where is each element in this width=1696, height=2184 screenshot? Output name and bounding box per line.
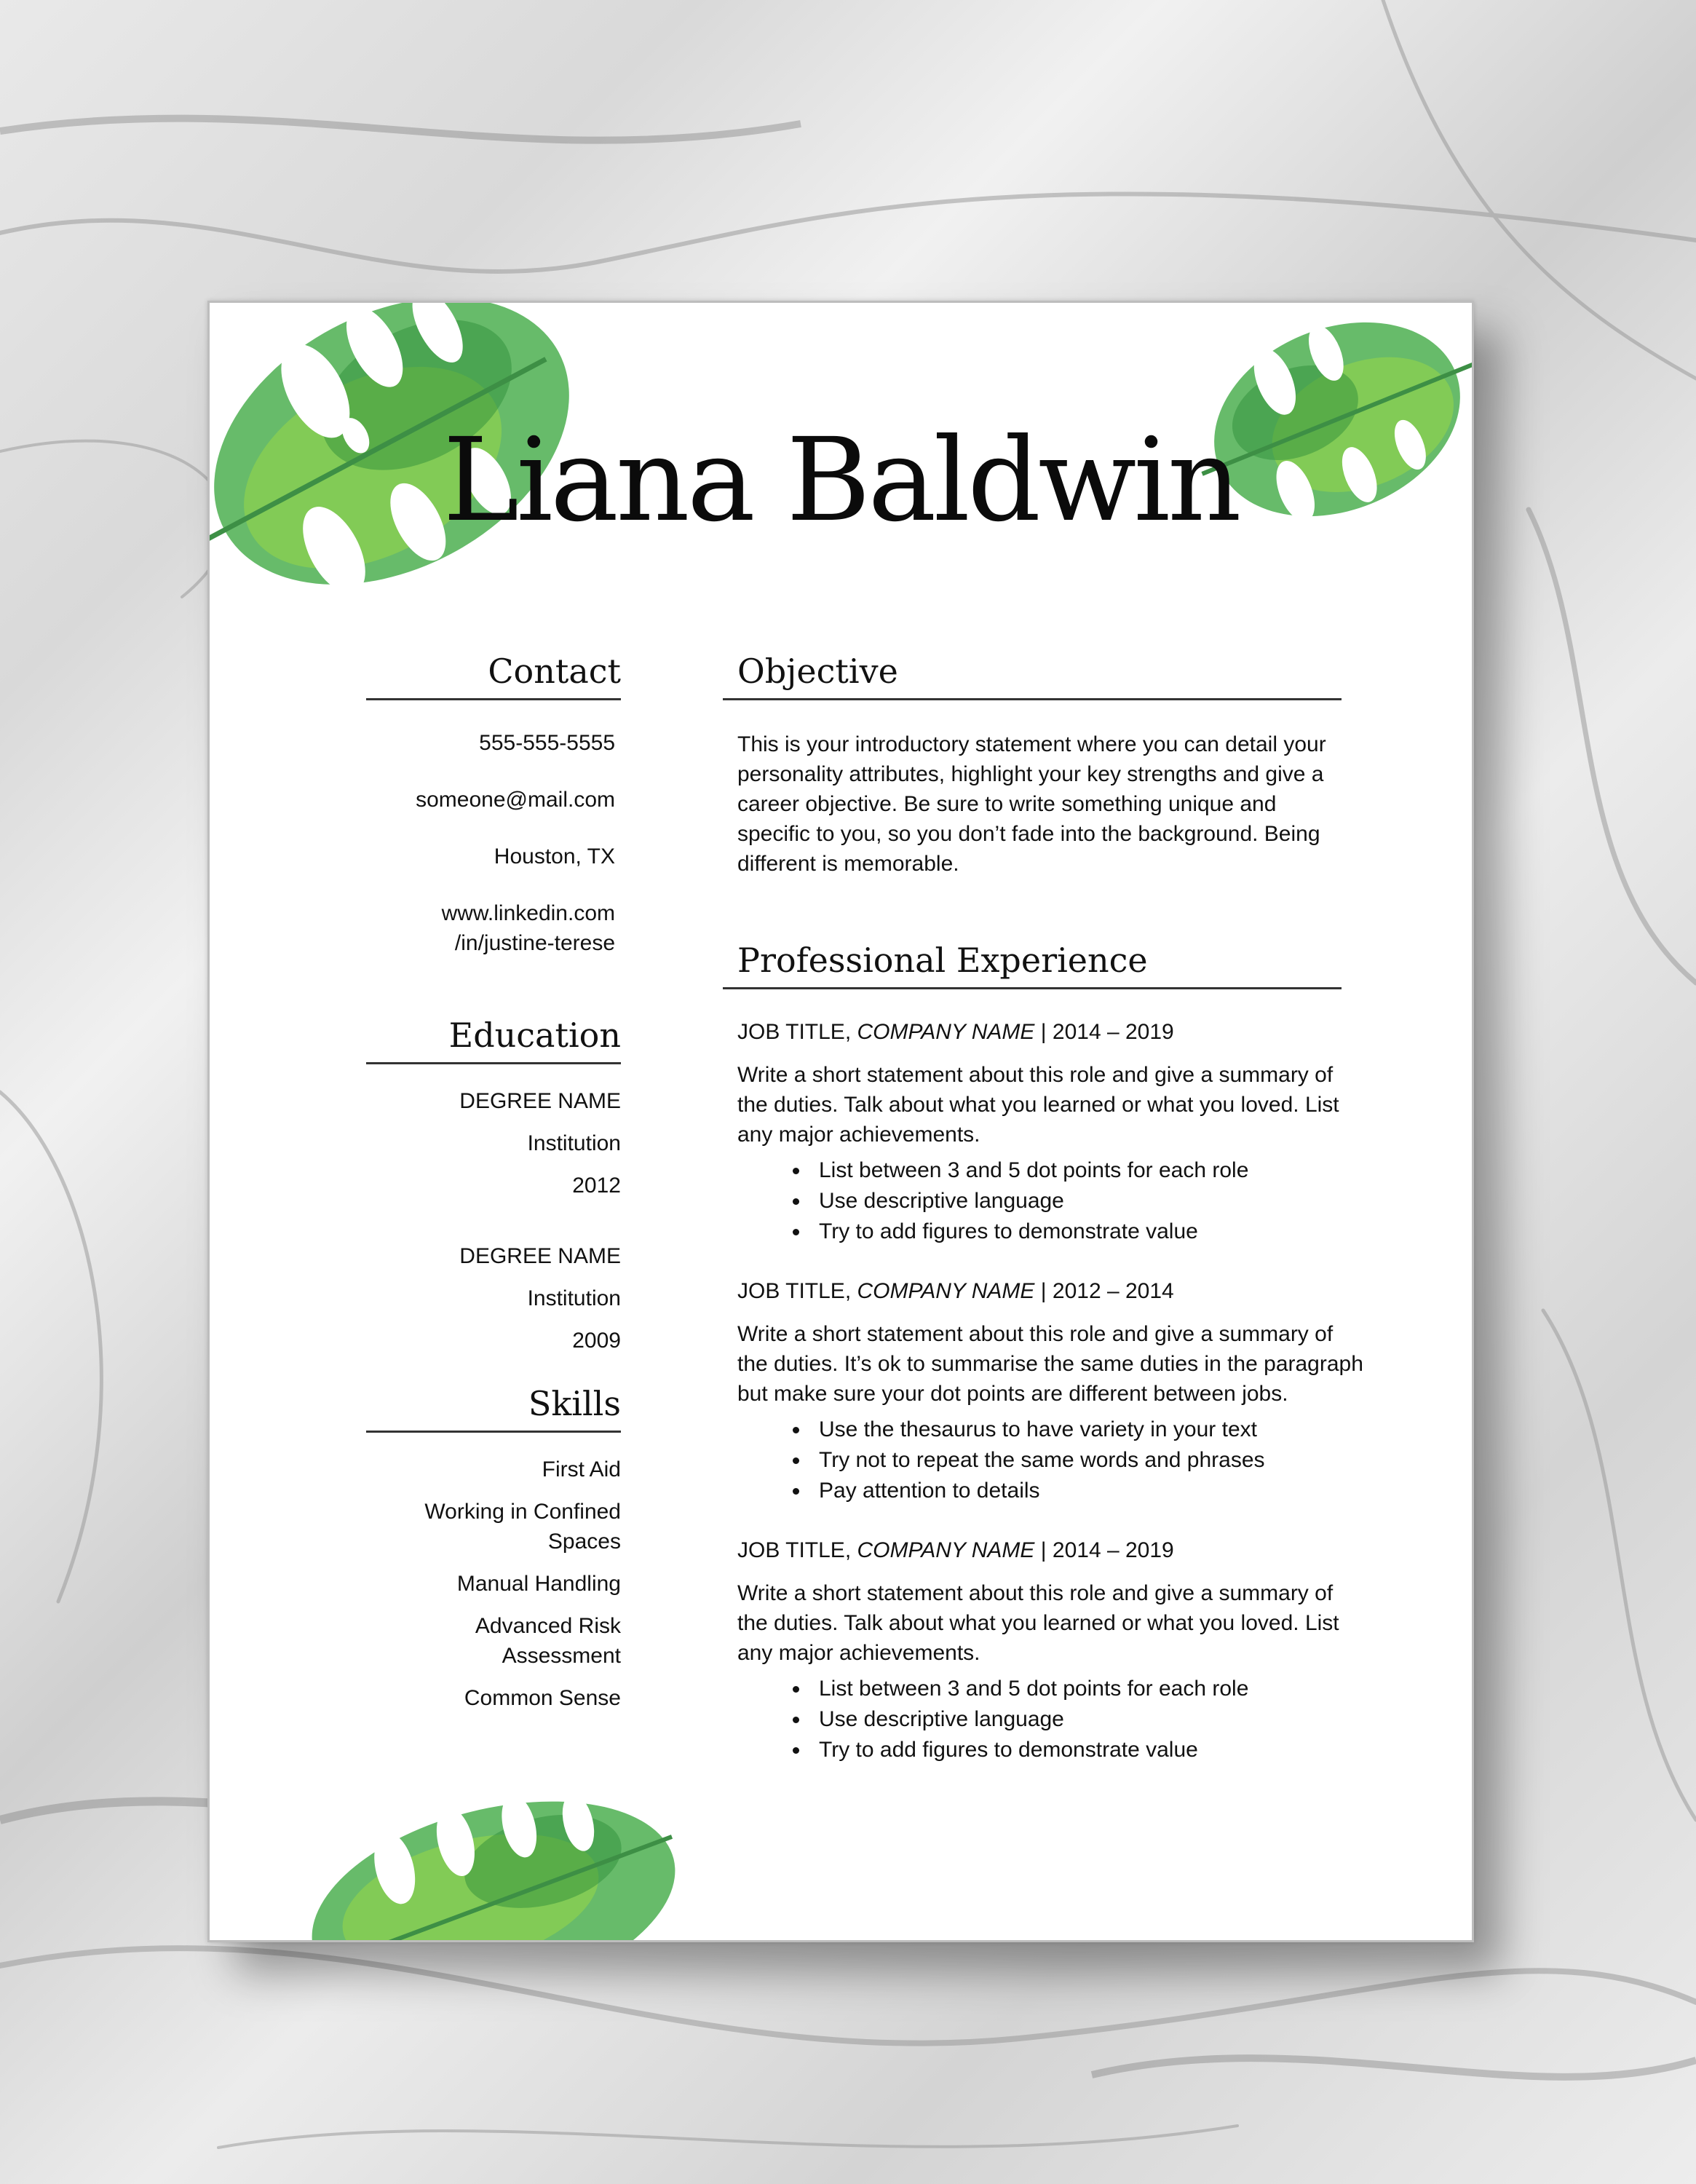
company-name: COMPANY NAME [857, 1019, 1035, 1044]
job-entry [723, 1276, 1363, 1506]
job-dates: | 2012 – 2014 [1034, 1278, 1174, 1303]
job-bullet: • Use descriptive language [810, 1186, 1349, 1216]
job-dates: | 2014 – 2019 [1034, 1538, 1174, 1562]
job-bullets [737, 1415, 1349, 1506]
job-bullets [737, 1674, 1349, 1765]
job-bullet: • Try to add figures to demonstrate value [810, 1735, 1349, 1765]
contact-heading: Contact [366, 652, 621, 700]
job-bullet: • Try to add figures to demonstrate value [810, 1216, 1349, 1247]
resume-name: Liana Baldwin [443, 414, 1239, 547]
job-summary: Write a short statement about this role and give a summary of the duties. It’s ok to summarise the same duties in the paragraph but make sure your dot points are different between jobs. [737, 1321, 1363, 1406]
job-title-line [737, 1276, 1349, 1306]
contact-email: someone@mail.com [416, 787, 615, 812]
experience-heading: Professional Experience [723, 941, 1342, 989]
skills-heading: Skills [366, 1385, 621, 1433]
left-column [366, 652, 621, 1713]
contact-linkedin-line2: /in/justine-terese [454, 930, 615, 955]
job-bullet: • Use descriptive language [810, 1704, 1349, 1735]
job-bullet: • List between 3 and 5 dot points for each role [810, 1155, 1349, 1186]
education-degree: DEGREE NAME [459, 1088, 621, 1113]
job-entry [723, 1535, 1349, 1765]
company-name: COMPANY NAME [857, 1278, 1035, 1303]
contact-phone: 555-555-5555 [479, 730, 615, 755]
skill-item: Working in Confined Spaces [424, 1499, 621, 1554]
skill-item: First Aid [542, 1457, 621, 1481]
job-title: JOB TITLE, [737, 1278, 857, 1303]
skill-item: Advanced Risk Assessment [475, 1613, 621, 1668]
resume-page [207, 301, 1474, 1942]
monstera-leaf-bottom-icon [297, 1780, 705, 1940]
job-bullet: • Try not to repeat the same words and phrases [810, 1445, 1349, 1476]
job-title-line [737, 1017, 1349, 1047]
objective-text: This is your introductory statement where you can detail your personality attributes, highlight your key strengths and give a career objective. Be sure to write something unique and specific to you, so you don’t fade into the background. Being different is memorable. [737, 732, 1326, 876]
job-title: JOB TITLE, [737, 1019, 857, 1044]
education-degree: DEGREE NAME [459, 1243, 621, 1268]
contact-linkedin-line1: www.linkedin.com [441, 901, 615, 925]
job-entry [723, 1017, 1349, 1247]
job-summary: Write a short statement about this role and give a summary of the duties. Talk about what you learned or what you loved. List any major achievements. [737, 1580, 1339, 1665]
job-dates: | 2014 – 2019 [1034, 1019, 1174, 1044]
skill-item: Manual Handling [456, 1571, 621, 1596]
education-institution: Institution [527, 1286, 621, 1310]
education-heading: Education [366, 1016, 621, 1064]
job-bullets [737, 1155, 1349, 1247]
job-title: JOB TITLE, [737, 1538, 857, 1562]
job-bullet: • Pay attention to details [810, 1476, 1349, 1506]
contact-location: Houston, TX [494, 844, 615, 869]
education-year: 2012 [572, 1173, 621, 1198]
right-column [723, 652, 1363, 1765]
company-name: COMPANY NAME [857, 1538, 1035, 1562]
job-bullet: • List between 3 and 5 dot points for each role [810, 1674, 1349, 1704]
education-institution: Institution [527, 1131, 621, 1155]
objective-heading: Objective [723, 652, 1342, 700]
job-summary: Write a short statement about this role and give a summary of the duties. Talk about what you learned or what you loved. List any major achievements. [737, 1062, 1339, 1147]
job-bullet: • Use the thesaurus to have variety in your text [810, 1415, 1349, 1445]
job-title-line [737, 1535, 1349, 1565]
education-year: 2009 [572, 1328, 621, 1353]
skill-item: Common Sense [464, 1685, 621, 1710]
